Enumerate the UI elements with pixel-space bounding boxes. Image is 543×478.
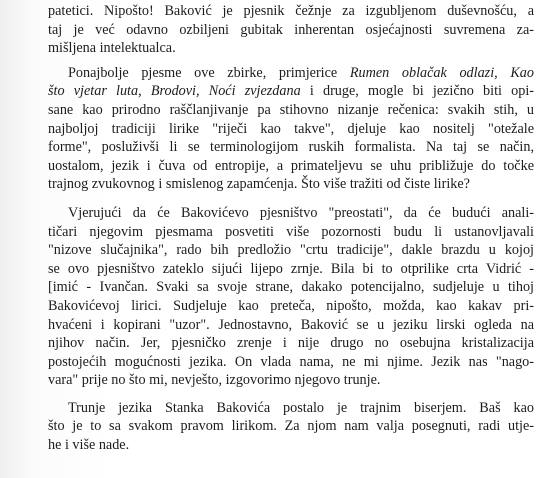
text-line: mišljena intelektualca. (48, 40, 176, 57)
text-run: i druge, mogle bi jezično biti opi- (300, 83, 534, 100)
text-line: taj je već odavno ozbiljeni gubitak inherentan osjećajnosti suvremena za- (48, 21, 534, 38)
text-line: sane kao prirodno raščlanjivanje pa stihovno nizanje rečenica: svakih stih, u (48, 101, 534, 118)
text-line: "nizove slučajnika", rado bih predložio "crtu tradicije", dakle brazdu u kojoj (48, 242, 534, 259)
text-line: Bakovićevoj lirici. Sudjeluje kao preteča, nipošto, možda, kao kakav pri- (48, 297, 534, 314)
text-line: [imić - Ivančan. Svaki sa svoje strane, dakako potencijalno, sudjeluje u tihoj (48, 279, 534, 296)
text-line: što je to sa svakom pravom lirikom. Za njom nam valja posegnuti, radi utje- (48, 418, 534, 435)
italic-title-run: Rumen oblačak odlazi, Kao (349, 64, 534, 81)
text-line: se ovo pjesništvo zateklo sijući lijepo zrnje. Bila bi to otprilike crta Vidrić - (48, 260, 534, 277)
paragraph-4 (48, 399, 534, 455)
text-run: Ponajbolje pjesme ove zbirke, primjerice (68, 64, 350, 81)
text-line: he i više nade. (48, 437, 130, 454)
text-line: patetici. Nipošto! Baković je pjesnik čežnje za izgubljenom duševnošću, a (48, 3, 534, 19)
text-line: njihov način. Jer, pjesničko zrenje i nije drugo no osebujna kristalizacija (48, 335, 534, 352)
text-line: Trunje jezika Stanka Bakovića postalo je trajnim biserjem. Baš kao (68, 399, 534, 416)
text-line: trajnog zvukovnog i smislenog zapamćenja. Što više tražiti od čiste lirike? (48, 176, 470, 193)
text-line: najboljoj tradiciji lirike "riječi kao takve", djeluje kao nositelj "otežale (48, 120, 534, 137)
text-line: forme", posluživši li se terminologijom ruskih formalista. Na taj se način, (48, 139, 534, 156)
text-line: tičari njegovim pjesmama posvetiti više pozornosti budu li ustanovljavali (48, 223, 534, 240)
text-line (48, 82, 534, 101)
text-column (48, 0, 534, 455)
paragraph-3 (48, 204, 534, 390)
text-line: hvaćeni i kopirani "uzor". Jednostavno, Baković se u jeziku lirski ogleda na (48, 316, 534, 333)
text-line: vara" prije no što mi, nevješto, izgovorimo njegovo trunje. (48, 372, 381, 389)
text-line: postojećih mogućnosti jezika. On vlada nama, ne mi njime. Jezik nas "nago- (48, 353, 534, 370)
text-line: uostalom, jezik i čuva od entropije, a primateljevu se uhu približuje do točke (48, 157, 534, 174)
paragraph-1 (48, 2, 534, 58)
italic-title-run: što vjetar luta, Brodovi, Noći zvjezdana (48, 83, 301, 100)
text-line: Vjerujući da će Bakovićevo pjesništvo "preostati", da će budući anali- (68, 204, 534, 221)
text-line (48, 64, 534, 83)
paragraph-2 (48, 64, 534, 194)
